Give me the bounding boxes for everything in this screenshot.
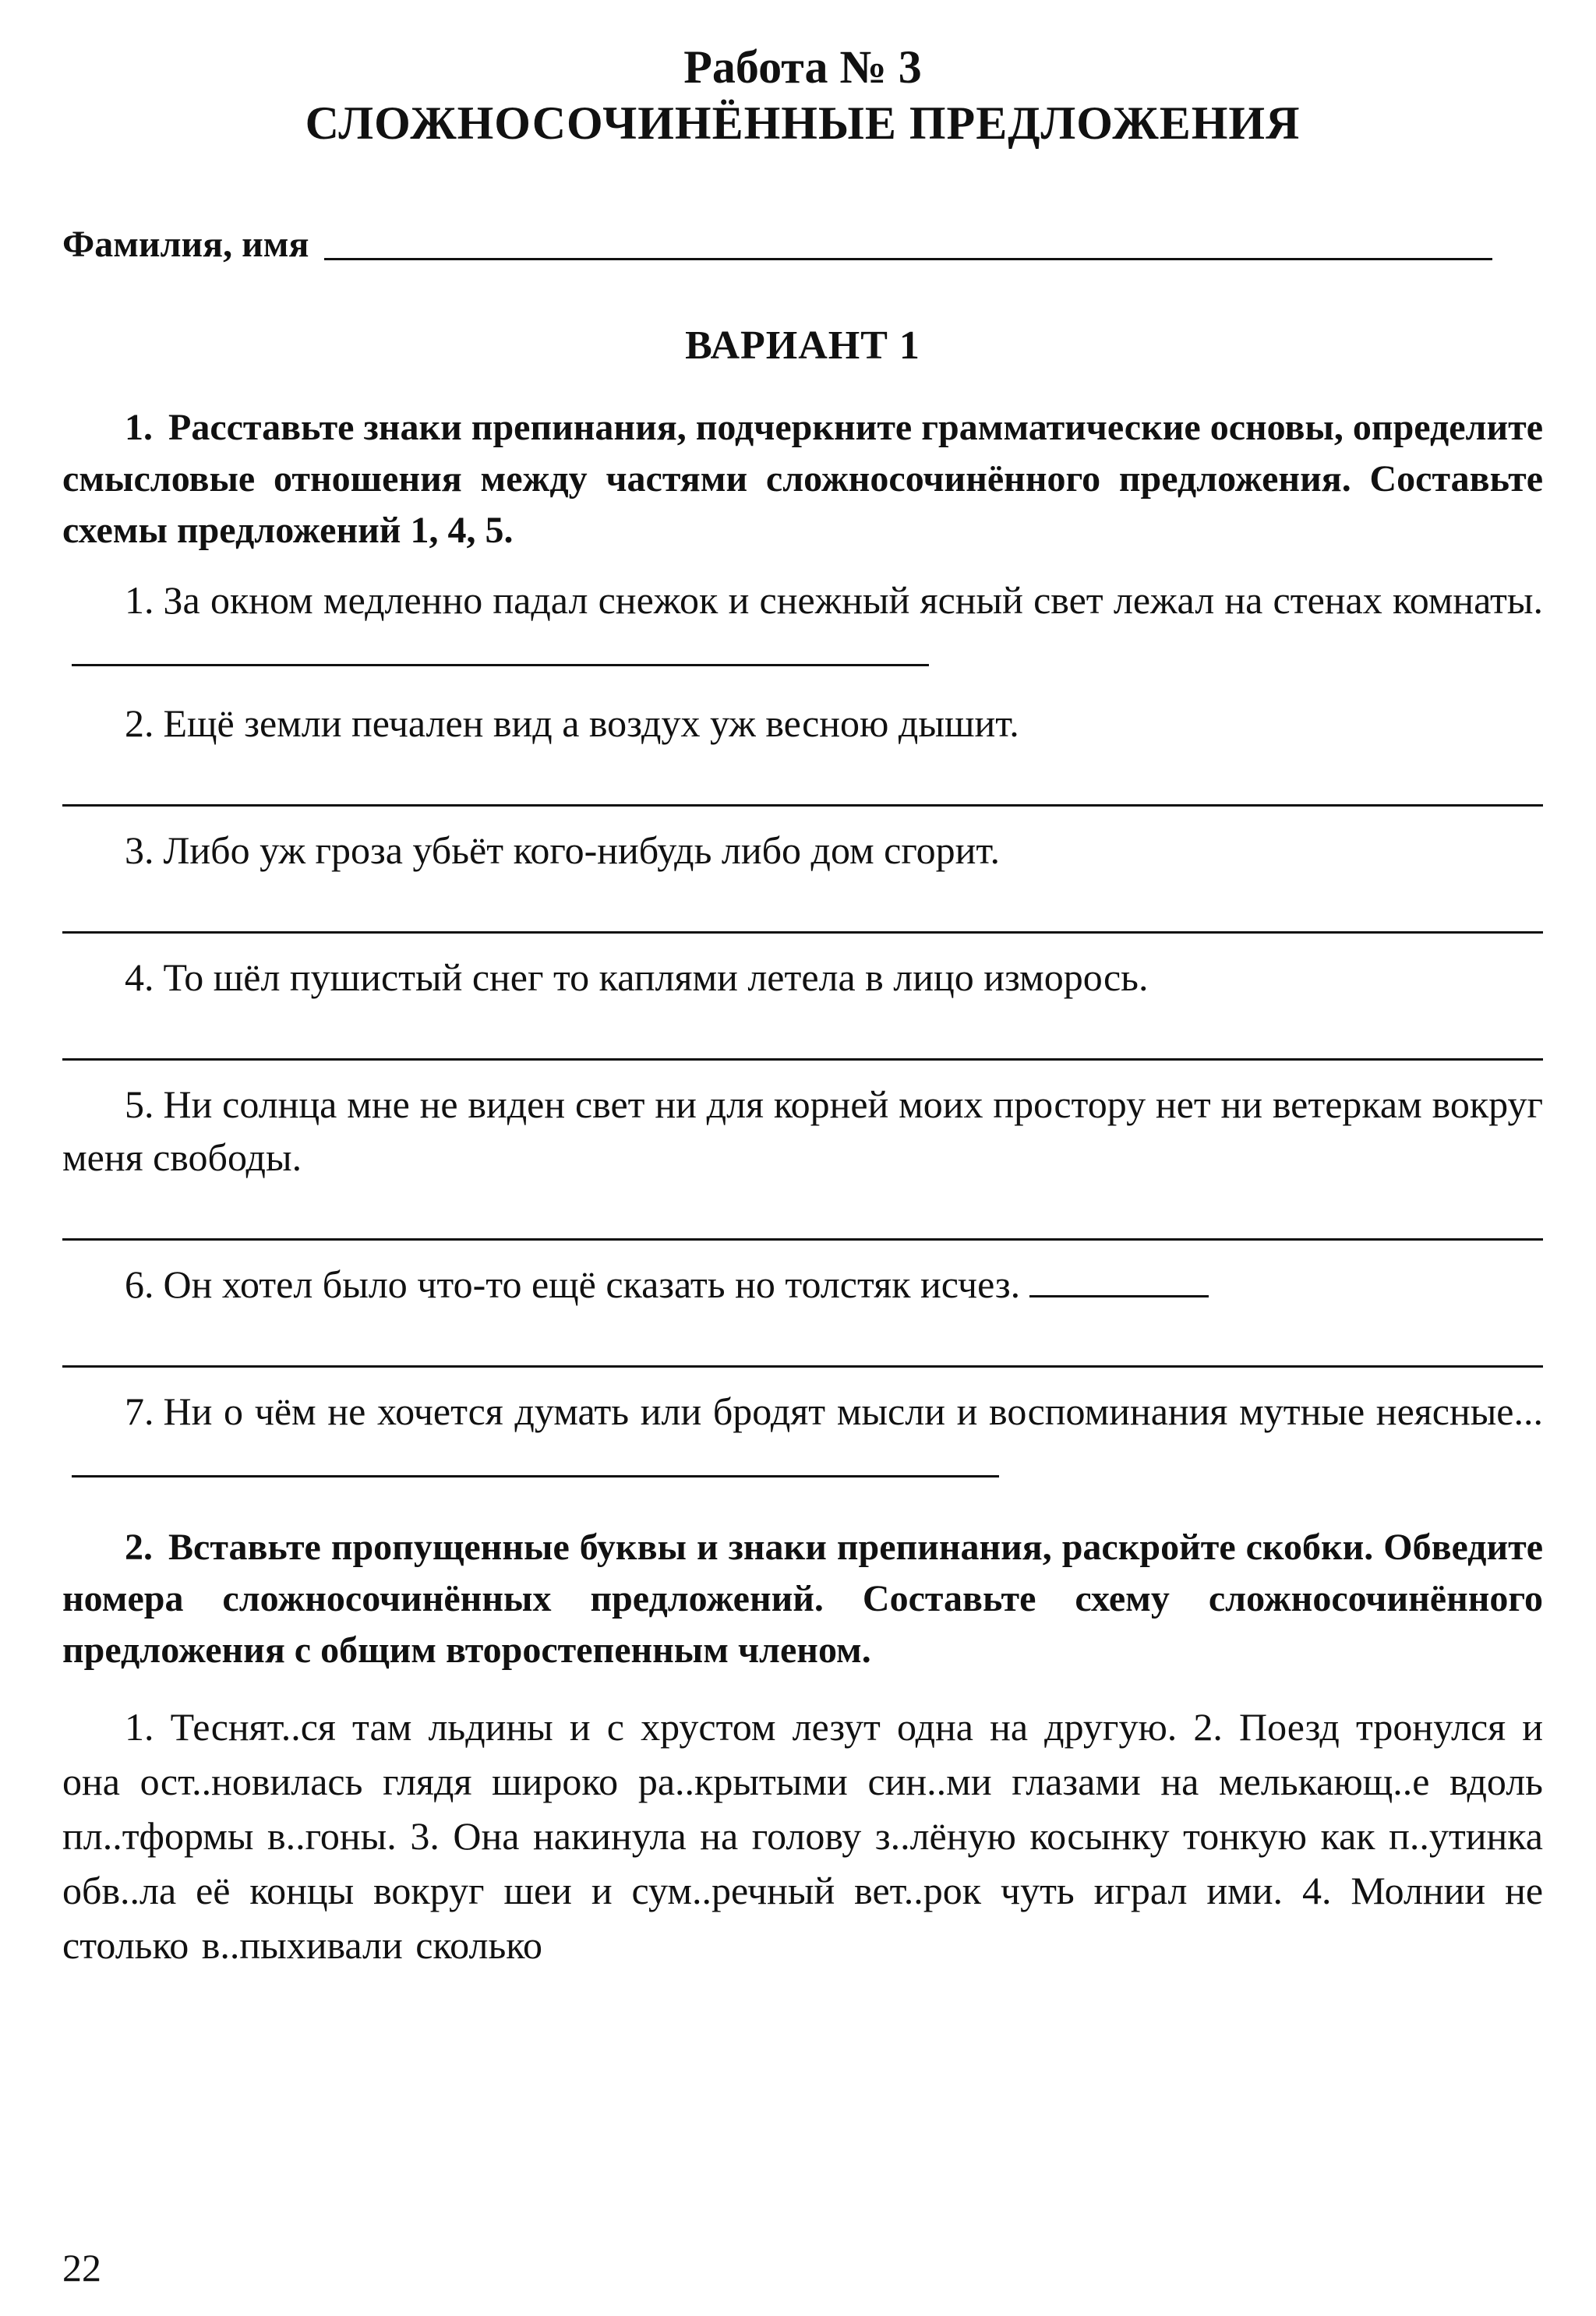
sentence-number: 1. xyxy=(125,578,154,622)
text-sentence-number: 2. xyxy=(1193,1705,1223,1749)
answer-line[interactable] xyxy=(62,1311,1543,1368)
task-2-text-block xyxy=(62,1700,1543,1972)
text-sentence: Теснят..ся там льдины и с хрустом лезут одна на другую. xyxy=(170,1705,1178,1749)
answer-line[interactable] xyxy=(62,750,1543,807)
sentence-text: Ни солнца мне не виден свет ни для корней моих простору нет ни ветеркам вокруг меня свободы. xyxy=(62,1082,1543,1179)
sentence-2 xyxy=(62,697,1543,750)
sentence-6 xyxy=(62,1258,1543,1311)
name-label: Фамилия, имя xyxy=(62,224,309,265)
text-sentence-number: 4. xyxy=(1301,1869,1332,1912)
sentence-text: За окном медленно падал снежок и снежный ясный свет лежал на стенах комнаты. xyxy=(163,578,1543,622)
worksheet-page xyxy=(62,31,1543,1972)
sentence-number: 6. xyxy=(125,1262,154,1306)
name-fill-line[interactable] xyxy=(324,222,1492,260)
sentence-number: 7. xyxy=(125,1389,154,1433)
sentence-number: 3. xyxy=(125,828,154,872)
sentence-text: Он хотел было что-то ещё сказать но толстяк исчез. xyxy=(163,1262,1021,1306)
sentence-number: 5. xyxy=(125,1082,154,1126)
sentence-number: 4. xyxy=(125,955,154,999)
student-name-row xyxy=(62,221,1492,268)
answer-line[interactable] xyxy=(72,633,929,666)
text-sentence: Молнии не столько в..пыхивали сколько xyxy=(62,1869,1544,1967)
task-2-text: Вставьте пропущенные буквы и знаки препинания, раскройте скобки. Обведите номера сложносочинённых предложений. Составьте схему сложносочинённого предложения с общим второстепенным членом. xyxy=(62,1527,1543,1671)
sentence-4 xyxy=(62,951,1543,1004)
text-sentence: Она накинула на голову з..лёную косынку тонкую как п..утинка обв..ла её концы вокруг шеи и сум..речный вет..рок чуть играл ими. xyxy=(62,1814,1544,1912)
answer-line[interactable] xyxy=(62,1004,1543,1061)
variant-heading: ВАРИАНТ 1 xyxy=(685,323,920,368)
task-2-instruction xyxy=(62,1522,1543,1676)
answer-line[interactable] xyxy=(1029,1264,1209,1297)
text-sentence-number: 3. xyxy=(410,1814,440,1858)
sentence-7 xyxy=(62,1385,1543,1491)
answer-line[interactable] xyxy=(62,1184,1543,1241)
task-2-number: 2. xyxy=(125,1527,153,1568)
task-1-text: Расставьте знаки препинания, подчеркните грамматические основы, определите смысловые отношения между частями сложносочинённого предложения. Составьте схемы предложений 1, 4, 5. xyxy=(62,407,1543,551)
sentence-text: Ни о чём не хочется думать или бродят мысли и воспоминания мутные неясные... xyxy=(163,1389,1543,1433)
sentence-5 xyxy=(62,1078,1543,1184)
answer-line[interactable] xyxy=(62,877,1543,934)
sentence-text: Ещё земли печален вид а воздух уж весною дышит. xyxy=(163,701,1019,745)
sentence-1 xyxy=(62,574,1543,680)
task-1-instruction xyxy=(62,402,1543,556)
text-sentence-number: 1. xyxy=(125,1705,154,1749)
work-title: Работа № 3 xyxy=(683,41,922,93)
topic-title: СЛОЖНОСОЧИНЁННЫЕ ПРЕДЛОЖЕНИЯ xyxy=(305,97,1301,149)
page-number: 22 xyxy=(62,2246,101,2290)
answer-line[interactable] xyxy=(72,1444,999,1478)
sentence-number: 2. xyxy=(125,701,154,745)
text-sentence: Поезд тронулся и она ост..новилась глядя широко ра..крытыми син..ми глазами на мелькающ..е вдоль пл..тформы в..гоны. xyxy=(62,1705,1544,1858)
sentence-text: То шёл пушистый снег то каплями летела в лицо изморось. xyxy=(163,955,1149,999)
sentence-3 xyxy=(62,824,1543,877)
task-1-number: 1. xyxy=(125,407,153,448)
sentence-text: Либо уж гроза убьёт кого-нибудь либо дом сгорит. xyxy=(163,828,1000,872)
